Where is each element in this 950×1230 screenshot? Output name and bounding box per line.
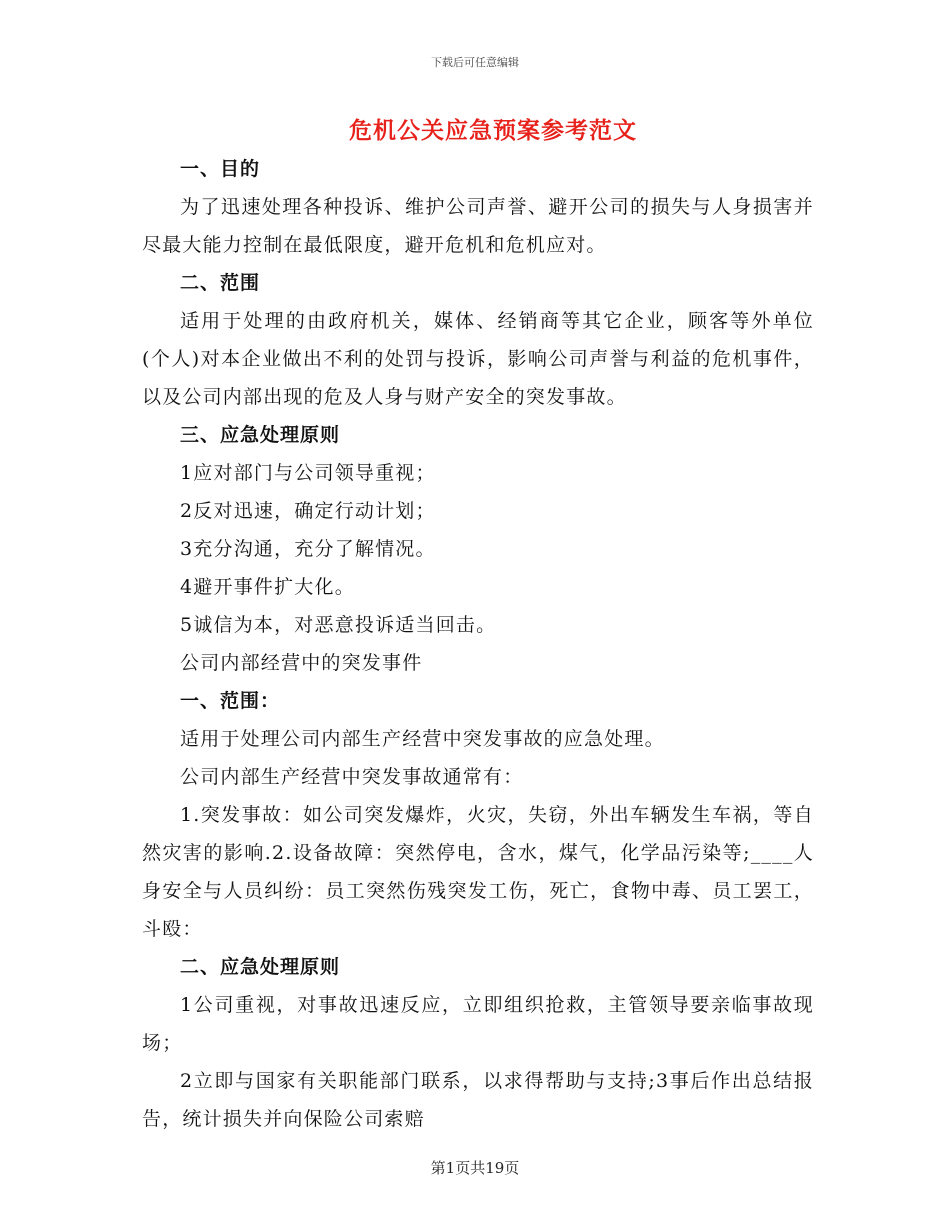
paragraph: 适用于处理公司内部生产经营中突发事故的应急处理。 [180, 728, 665, 750]
list-item: 5诚信为本，对恶意投诉适当回击。 [180, 614, 497, 636]
section-heading: 三、应急处理原则 [180, 424, 341, 446]
list-item: 2反对迅速，确定行动计划； [180, 500, 436, 522]
section-heading: 二、范围 [180, 272, 261, 294]
paragraph: 公司内部生产经营中突发事故通常有： [180, 766, 524, 788]
paragraph: 1公司重视，对事故迅速反应，立即组织抢救，主管领导要亲临事故现场； [142, 994, 814, 1054]
list-item: 4避开事件扩大化。 [180, 576, 355, 598]
paragraph: 适用于处理的由政府机关，媒体、经销商等其它企业，顾客等外单位(个人)对本企业做出不利的处罚与投诉，影响公司声誉与利益的危机事件，以及公司内部出现的危及人身与财产安全的突发事故。 [142, 310, 814, 408]
section-heading: 一、范围： [180, 690, 281, 712]
paragraph: 1.突发事故：如公司突发爆炸，火灾，失窃，外出车辆发生车祸，等自然灾害的影响.2.设备故障：突然停电，含水，煤气，化学品污染等;____人身安全与人员纠纷：员工突然伤残突发工伤，死亡，食物中毒、员工罢工，斗殴： [142, 804, 814, 940]
section-heading: 二、应急处理原则 [180, 956, 341, 978]
paragraph: 2立即与国家有关职能部门联系，以求得帮助与支持;3事后作出总结报告，统计损失并向保险公司索赔 [142, 1070, 814, 1130]
list-item: 1应对部门与公司领导重视； [180, 462, 436, 484]
section-heading: 一、目的 [180, 158, 261, 180]
list-item: 3充分沟通，充分了解情况。 [180, 538, 436, 560]
page-header-note: 下载后可任意编辑 [431, 56, 519, 69]
document-title: 危机公关应急预案参考范文 [349, 118, 637, 144]
document-body [142, 150, 814, 1138]
subsection-title: 公司内部经营中的突发事件 [180, 652, 423, 674]
paragraph: 为了迅速处理各种投诉、维护公司声誉、避开公司的损失与人身损害并尽最大能力控制在最低限度，避开危机和危机应对。 [142, 196, 814, 256]
page-number: 第1页共19页 [430, 1159, 520, 1177]
